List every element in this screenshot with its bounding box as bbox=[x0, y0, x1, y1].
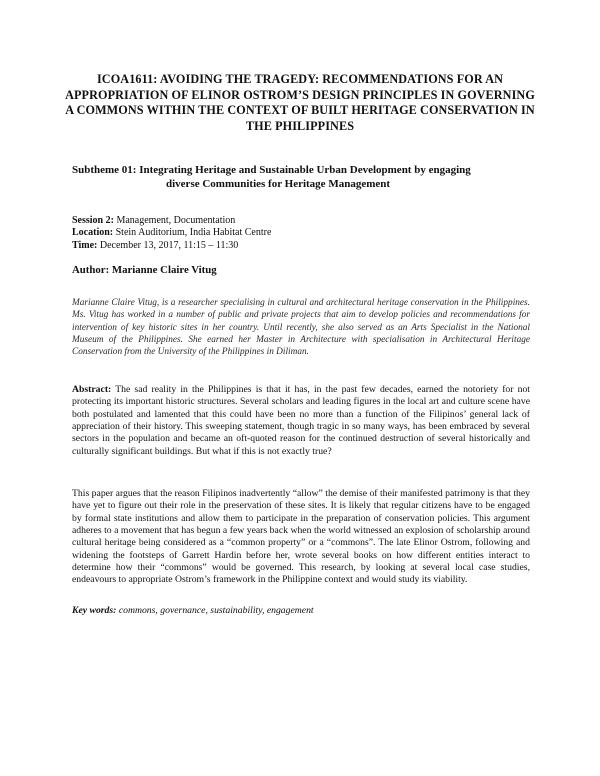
abstract-text: The sad reality in the Philippines is that it has, in the past few decades, earned the notoriety for not protecting its important historic structures. Several scholars and leading figures in the local art and culture scene have both postulated and lamented that this could have been no more than a function of the Filipinos’ general lack of appreciation of their history. This sweeping statement, though tragic in so many ways, has been embraced by several sectors in the population and became an oft-quoted reason for the continued destruction of several historically and culturally significant buildings. But what if this is not exactly true? bbox=[72, 384, 530, 457]
subtheme-line-2: diverse Communities for Heritage Management bbox=[166, 178, 391, 190]
session-details bbox=[72, 215, 532, 252]
subtheme-heading bbox=[72, 163, 532, 191]
session-row bbox=[72, 215, 532, 227]
abstract-label: Abstract: bbox=[72, 384, 112, 395]
time-row bbox=[72, 240, 532, 252]
keywords-text: commons, governance, sustainability, engagement bbox=[116, 605, 314, 616]
location-value: Stein Auditorium, India Habitat Centre bbox=[113, 227, 272, 239]
time-value: December 13, 2017, 11:15 – 11:30 bbox=[97, 239, 239, 251]
time-label: Time: bbox=[72, 239, 98, 251]
keywords-label: Key words: bbox=[72, 605, 117, 616]
body-paragraph: This paper argues that the reason Filipinos inadvertently “allow” the demise of their manifested patrimony is that they have yet to figure out their role in the preservation of these sites. It is likely that regular citizens have to be engaged by formal state institutions and allow them to participate in the preparation of conservation policies. This argument adheres to a movement that has begun a few years back when the world witnessed an explosion of scholarship around cultural heritage being considered as a “common property” or a “commons”. The late Elinor Ostrom, following and widening the footsteps of Garrett Hardin before her, wrote several books on how different entities interact to determine how their “commons” would be governed. This research, by looking at several local case studies, endeavours to appropriate Ostrom’s framework in the Philippine context and would study its viability. bbox=[72, 488, 530, 586]
session-value: Management, Documentation bbox=[113, 215, 236, 226]
paper-title: ICOA1611: AVOIDING THE TRAGEDY: RECOMMENDATIONS FOR AN APPROPRIATION OF ELINOR OSTROM’S DESIGN PRINCIPLES IN GOVERNING A COMMONS WITHIN THE CONTEXT OF BUILT HERITAGE CONSERVATION IN THE PHILIPPINES bbox=[65, 72, 535, 133]
author-heading: Author: Marianne Claire Vitug bbox=[72, 264, 217, 276]
abstract-paragraph bbox=[72, 384, 530, 458]
author-bio: Marianne Claire Vitug, is a researcher specialising in cultural and architectural heritage conservation in the Philippines. Ms. Vitug has worked in a number of public and private projects that aim to develop policies and recommendations for intervention of key historic sites in her country. Until recently, she also served as an Arts Specialist in the National Museum of the Philippines. She earned her Master in Architecture with specialisation in Architectural Heritage Conservation from the University of the Philippines in Diliman. bbox=[72, 298, 530, 358]
location-row bbox=[72, 227, 532, 239]
session-label: Session 2: bbox=[72, 215, 114, 226]
keywords-line bbox=[72, 605, 530, 617]
subtheme-line-1: Subtheme 01: Integrating Heritage and Sustainable Urban Development by engaging bbox=[72, 164, 471, 176]
location-label: Location: bbox=[72, 227, 114, 239]
